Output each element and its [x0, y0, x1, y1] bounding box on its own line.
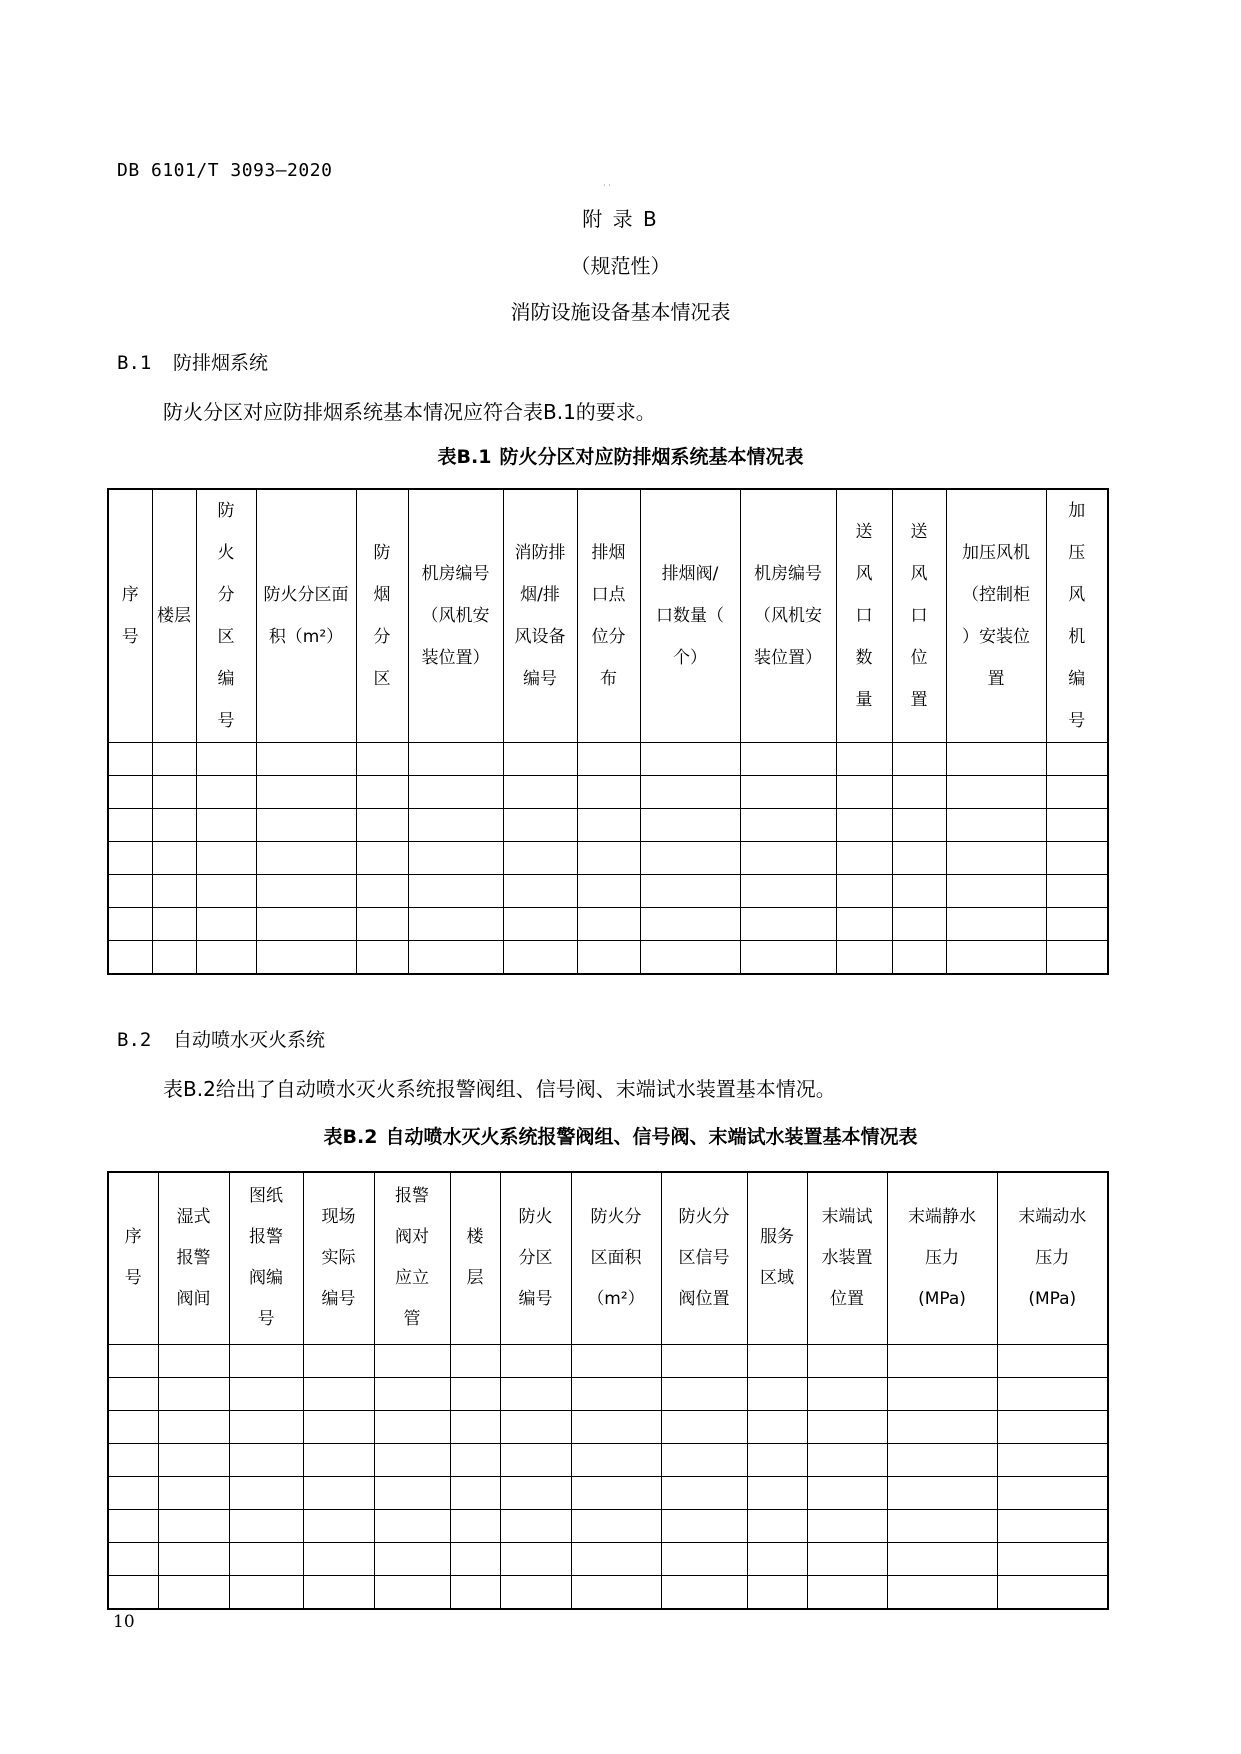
table-cell[interactable] — [577, 908, 640, 941]
column-header: 送 风 口 位 置 — [892, 489, 946, 743]
table-cell[interactable] — [356, 743, 408, 776]
table-cell[interactable] — [640, 941, 740, 975]
table-cell[interactable] — [229, 1509, 303, 1542]
column-header: 图纸 报警 阀编 号 — [229, 1172, 303, 1344]
section-b1-paragraph: 防火分区对应防排烟系统基本情况应符合表B.1的要求。 — [163, 400, 656, 424]
table-row — [108, 1476, 1108, 1509]
table-cell[interactable] — [158, 1575, 229, 1609]
table-cell[interactable] — [577, 842, 640, 875]
table-cell[interactable] — [356, 875, 408, 908]
column-header: 末端试 水装置 位置 — [807, 1172, 887, 1344]
table-cell[interactable] — [740, 776, 836, 809]
table-cell[interactable] — [500, 1476, 571, 1509]
table-cell[interactable] — [450, 1509, 500, 1542]
table-cell[interactable] — [997, 1344, 1108, 1377]
table-cell[interactable] — [997, 1575, 1108, 1609]
scan-mark: · · — [603, 181, 611, 190]
table-cell[interactable] — [303, 1542, 374, 1575]
table-cell[interactable] — [108, 842, 152, 875]
table-cell[interactable] — [577, 743, 640, 776]
table-cell[interactable] — [500, 1410, 571, 1443]
table-cell[interactable] — [661, 1476, 747, 1509]
table-cell[interactable] — [807, 1443, 887, 1476]
table-cell[interactable] — [256, 941, 356, 975]
table-cell[interactable] — [807, 1575, 887, 1609]
table-cell[interactable] — [196, 875, 256, 908]
table-cell[interactable] — [1046, 875, 1108, 908]
table-cell[interactable] — [997, 1509, 1108, 1542]
table-cell[interactable] — [661, 1542, 747, 1575]
table-cell[interactable] — [577, 776, 640, 809]
table-cell[interactable] — [747, 1410, 807, 1443]
table-cell[interactable] — [450, 1542, 500, 1575]
table-cell[interactable] — [303, 1377, 374, 1410]
table-cell[interactable] — [152, 875, 196, 908]
table-cell[interactable] — [836, 809, 892, 842]
table-cell[interactable] — [108, 1344, 158, 1377]
table-cell[interactable] — [450, 1410, 500, 1443]
table-cell[interactable] — [747, 1377, 807, 1410]
table-cell[interactable] — [450, 1443, 500, 1476]
table-cell[interactable] — [740, 941, 836, 975]
table-cell[interactable] — [807, 1542, 887, 1575]
table-cell[interactable] — [836, 908, 892, 941]
table-cell[interactable] — [577, 809, 640, 842]
table-cell[interactable] — [500, 1509, 571, 1542]
section-b2-heading — [117, 1025, 325, 1052]
table-cell[interactable] — [892, 908, 946, 941]
table-cell[interactable] — [946, 743, 1046, 776]
table-cell[interactable] — [108, 941, 152, 975]
table-b2-caption-text: 自动喷水灭火系统报警阀组、信号阀、末端试水装置基本情况表 — [385, 1126, 918, 1148]
table-cell[interactable] — [356, 908, 408, 941]
table-cell[interactable] — [108, 1410, 158, 1443]
column-header: 楼层 — [152, 489, 196, 743]
column-header: 末端静水 压力 (MPa) — [887, 1172, 997, 1344]
table-cell[interactable] — [887, 1377, 997, 1410]
table-cell[interactable] — [196, 941, 256, 975]
table-cell[interactable] — [158, 1443, 229, 1476]
table-cell[interactable] — [807, 1344, 887, 1377]
column-header: 排烟 口点 位分 布 — [577, 489, 640, 743]
table-cell[interactable] — [571, 1344, 661, 1377]
table-row — [108, 1344, 1108, 1377]
section-b1-heading — [117, 348, 268, 375]
table-cell[interactable] — [1046, 842, 1108, 875]
table-cell[interactable] — [108, 908, 152, 941]
table-cell[interactable] — [152, 842, 196, 875]
appendix-title: 附 录 B — [582, 207, 659, 231]
column-header: 送 风 口 数 量 — [836, 489, 892, 743]
table-cell[interactable] — [256, 809, 356, 842]
table-cell[interactable] — [408, 908, 503, 941]
table-cell[interactable] — [108, 1509, 158, 1542]
table-cell[interactable] — [892, 842, 946, 875]
table-cell[interactable] — [374, 1542, 450, 1575]
column-header: 防 烟 分 区 — [356, 489, 408, 743]
table-cell[interactable] — [408, 875, 503, 908]
table-cell[interactable] — [408, 743, 503, 776]
table-cell[interactable] — [807, 1476, 887, 1509]
table-cell[interactable] — [303, 1509, 374, 1542]
table-row — [108, 941, 1108, 975]
column-header: 防 火 分 区 编 号 — [196, 489, 256, 743]
table-cell[interactable] — [887, 1509, 997, 1542]
column-header: 序 号 — [108, 1172, 158, 1344]
table-cell[interactable] — [807, 1377, 887, 1410]
table-cell[interactable] — [946, 776, 1046, 809]
table-cell[interactable] — [503, 776, 577, 809]
table-b1-caption-text: 防火分区对应防排烟系统基本情况表 — [499, 446, 804, 468]
table-cell[interactable] — [374, 1344, 450, 1377]
table-cell[interactable] — [229, 1542, 303, 1575]
table-cell[interactable] — [500, 1575, 571, 1609]
table-cell[interactable] — [1046, 776, 1108, 809]
table-cell[interactable] — [408, 941, 503, 975]
document-id: DB 6101/T 3093—2020 — [117, 160, 333, 181]
table-cell[interactable] — [892, 743, 946, 776]
table-cell[interactable] — [108, 875, 152, 908]
table-cell[interactable] — [450, 1575, 500, 1609]
table-cell[interactable] — [356, 809, 408, 842]
table-cell[interactable] — [108, 1377, 158, 1410]
table-cell[interactable] — [256, 908, 356, 941]
table-cell[interactable] — [836, 875, 892, 908]
table-row — [108, 1443, 1108, 1476]
table-cell[interactable] — [661, 1575, 747, 1609]
table-cell[interactable] — [500, 1443, 571, 1476]
table-cell[interactable] — [997, 1542, 1108, 1575]
column-header: 湿式 报警 阀间 — [158, 1172, 229, 1344]
table-cell[interactable] — [997, 1377, 1108, 1410]
table-cell[interactable] — [892, 809, 946, 842]
table-cell[interactable] — [997, 1443, 1108, 1476]
appendix-normative-label: （规范性） — [570, 254, 671, 278]
table-cell[interactable] — [661, 1344, 747, 1377]
table-cell[interactable] — [946, 941, 1046, 975]
table-cell[interactable] — [108, 809, 152, 842]
table-cell[interactable] — [807, 1410, 887, 1443]
section-b1-number: B.1 — [117, 352, 152, 374]
table-cell[interactable] — [740, 842, 836, 875]
table-cell[interactable] — [571, 1476, 661, 1509]
table-cell[interactable] — [108, 1575, 158, 1609]
table-cell[interactable] — [303, 1344, 374, 1377]
table-cell[interactable] — [229, 1344, 303, 1377]
table-cell[interactable] — [158, 1476, 229, 1509]
table-cell[interactable] — [747, 1476, 807, 1509]
table-cell[interactable] — [256, 776, 356, 809]
table-cell[interactable] — [256, 743, 356, 776]
table-cell[interactable] — [836, 842, 892, 875]
column-header: 报警 阀对 应立 管 — [374, 1172, 450, 1344]
table-cell[interactable] — [577, 941, 640, 975]
table-cell[interactable] — [374, 1443, 450, 1476]
table-cell[interactable] — [229, 1377, 303, 1410]
table-cell[interactable] — [303, 1476, 374, 1509]
table-cell[interactable] — [747, 1443, 807, 1476]
table-cell[interactable] — [158, 1344, 229, 1377]
column-header: 机房编号 （风机安 装位置） — [740, 489, 836, 743]
table-cell[interactable] — [108, 1476, 158, 1509]
table-cell[interactable] — [836, 776, 892, 809]
table-b1-caption-number: 表B.1 — [437, 446, 492, 468]
table-row — [108, 875, 1108, 908]
table-cell[interactable] — [303, 1575, 374, 1609]
column-header: 服务 区域 — [747, 1172, 807, 1344]
table-cell[interactable] — [836, 743, 892, 776]
section-b1-title: 防排烟系统 — [173, 352, 269, 374]
table-cell[interactable] — [887, 1575, 997, 1609]
table-cell[interactable] — [887, 1344, 997, 1377]
table-cell[interactable] — [1046, 743, 1108, 776]
table-cell[interactable] — [946, 842, 1046, 875]
table-cell[interactable] — [1046, 809, 1108, 842]
table-cell[interactable] — [1046, 941, 1108, 975]
column-header: 消防排 烟/排 风设备 编号 — [503, 489, 577, 743]
table-cell[interactable] — [152, 941, 196, 975]
table-cell[interactable] — [256, 875, 356, 908]
section-b2-number: B.2 — [117, 1029, 152, 1051]
table-cell[interactable] — [108, 743, 152, 776]
table-cell[interactable] — [374, 1410, 450, 1443]
table-cell[interactable] — [503, 941, 577, 975]
table-cell[interactable] — [374, 1575, 450, 1609]
table-cell[interactable] — [408, 809, 503, 842]
section-b2-paragraph: 表B.2给出了自动喷水灭火系统报警阀组、信号阀、末端试水装置基本情况。 — [163, 1077, 836, 1101]
table-cell[interactable] — [571, 1575, 661, 1609]
table-cell[interactable] — [196, 908, 256, 941]
column-header: 机房编号 （风机安 装位置） — [408, 489, 503, 743]
table-cell[interactable] — [108, 1542, 158, 1575]
column-header: 防火分区面 积（m²） — [256, 489, 356, 743]
table-cell[interactable] — [661, 1377, 747, 1410]
table-cell[interactable] — [640, 809, 740, 842]
table-cell[interactable] — [408, 776, 503, 809]
column-header: 防火分 区面积 （m²） — [571, 1172, 661, 1344]
table-row — [108, 743, 1108, 776]
table-cell[interactable] — [356, 776, 408, 809]
table-b1 — [107, 488, 1109, 975]
appendix-main-title: 消防设施设备基本情况表 — [510, 300, 731, 324]
table-b2-caption — [0, 1122, 1241, 1149]
table-cell[interactable] — [196, 809, 256, 842]
table-cell[interactable] — [892, 776, 946, 809]
section-b2-title: 自动喷水灭火系统 — [173, 1029, 326, 1051]
table-cell[interactable] — [500, 1377, 571, 1410]
table-cell[interactable] — [256, 842, 356, 875]
table-cell[interactable] — [887, 1542, 997, 1575]
table-row — [108, 1575, 1108, 1609]
table-b2-header-row — [108, 1172, 1108, 1344]
table-cell[interactable] — [356, 941, 408, 975]
table-cell[interactable] — [577, 875, 640, 908]
table-cell[interactable] — [503, 743, 577, 776]
table-cell[interactable] — [196, 842, 256, 875]
column-header: 末端动水 压力 (MPa) — [997, 1172, 1108, 1344]
table-cell[interactable] — [747, 1542, 807, 1575]
table-cell[interactable] — [196, 743, 256, 776]
table-cell[interactable] — [450, 1377, 500, 1410]
table-cell[interactable] — [374, 1377, 450, 1410]
table-cell[interactable] — [946, 809, 1046, 842]
table-cell[interactable] — [571, 1542, 661, 1575]
table-cell[interactable] — [997, 1410, 1108, 1443]
table-cell[interactable] — [747, 1575, 807, 1609]
table-cell[interactable] — [640, 908, 740, 941]
page-number: 10 — [113, 1612, 135, 1632]
table-cell[interactable] — [661, 1509, 747, 1542]
column-header: 加压风机 （控制柜 ）安装位 置 — [946, 489, 1046, 743]
table-cell[interactable] — [229, 1575, 303, 1609]
column-header: 加 压 风 机 编 号 — [1046, 489, 1108, 743]
table-cell[interactable] — [740, 743, 836, 776]
table-cell[interactable] — [747, 1344, 807, 1377]
table-cell[interactable] — [158, 1509, 229, 1542]
table-b2-caption-number: 表B.2 — [323, 1126, 378, 1148]
table-cell[interactable] — [450, 1344, 500, 1377]
table-cell[interactable] — [374, 1509, 450, 1542]
table-cell[interactable] — [158, 1377, 229, 1410]
table-row — [108, 842, 1108, 875]
table-row — [108, 776, 1108, 809]
column-header: 楼 层 — [450, 1172, 500, 1344]
table-cell[interactable] — [571, 1377, 661, 1410]
table-cell[interactable] — [640, 776, 740, 809]
table-cell[interactable] — [571, 1410, 661, 1443]
table-cell[interactable] — [229, 1443, 303, 1476]
table-row — [108, 1377, 1108, 1410]
table-cell[interactable] — [740, 875, 836, 908]
table-cell[interactable] — [229, 1476, 303, 1509]
table-cell[interactable] — [108, 776, 152, 809]
table-cell[interactable] — [640, 842, 740, 875]
table-cell[interactable] — [303, 1443, 374, 1476]
table-cell[interactable] — [503, 842, 577, 875]
table-row — [108, 908, 1108, 941]
table-cell[interactable] — [740, 908, 836, 941]
table-cell[interactable] — [740, 809, 836, 842]
table-cell[interactable] — [1046, 908, 1108, 941]
table-cell[interactable] — [500, 1344, 571, 1377]
table-cell[interactable] — [152, 908, 196, 941]
table-cell[interactable] — [408, 842, 503, 875]
column-header: 排烟阀/ 口数量（ 个） — [640, 489, 740, 743]
table-cell[interactable] — [640, 743, 740, 776]
table-cell[interactable] — [158, 1410, 229, 1443]
table-cell[interactable] — [196, 776, 256, 809]
table-cell[interactable] — [747, 1509, 807, 1542]
table-cell[interactable] — [887, 1410, 997, 1443]
table-b2 — [107, 1171, 1109, 1610]
table-row — [108, 1542, 1108, 1575]
table-cell[interactable] — [892, 941, 946, 975]
table-cell[interactable] — [887, 1443, 997, 1476]
table-cell[interactable] — [500, 1542, 571, 1575]
table-cell[interactable] — [503, 908, 577, 941]
table-cell[interactable] — [374, 1476, 450, 1509]
table-row — [108, 809, 1108, 842]
column-header: 序 号 — [108, 489, 152, 743]
table-cell[interactable] — [450, 1476, 500, 1509]
table-cell[interactable] — [997, 1476, 1108, 1509]
table-cell[interactable] — [836, 941, 892, 975]
table-cell[interactable] — [229, 1410, 303, 1443]
column-header: 现场 实际 编号 — [303, 1172, 374, 1344]
table-cell[interactable] — [571, 1443, 661, 1476]
table-cell[interactable] — [807, 1509, 887, 1542]
table-cell[interactable] — [946, 875, 1046, 908]
column-header: 防火分 区信号 阀位置 — [661, 1172, 747, 1344]
table-cell[interactable] — [887, 1476, 997, 1509]
table-cell[interactable] — [356, 842, 408, 875]
table-cell[interactable] — [661, 1443, 747, 1476]
table-cell[interactable] — [152, 776, 196, 809]
table-cell[interactable] — [503, 809, 577, 842]
table-cell[interactable] — [108, 1443, 158, 1476]
column-header: 防火 分区 编号 — [500, 1172, 571, 1344]
table-cell[interactable] — [158, 1542, 229, 1575]
table-cell[interactable] — [892, 875, 946, 908]
table-row — [108, 1509, 1108, 1542]
table-cell[interactable] — [640, 875, 740, 908]
table-cell[interactable] — [571, 1509, 661, 1542]
table-cell[interactable] — [503, 875, 577, 908]
table-cell[interactable] — [152, 809, 196, 842]
table-b1-header-row — [108, 489, 1108, 743]
table-cell[interactable] — [946, 908, 1046, 941]
table-cell[interactable] — [661, 1410, 747, 1443]
table-cell[interactable] — [303, 1410, 374, 1443]
table-b1-caption — [0, 442, 1241, 469]
table-row — [108, 1410, 1108, 1443]
table-cell[interactable] — [152, 743, 196, 776]
